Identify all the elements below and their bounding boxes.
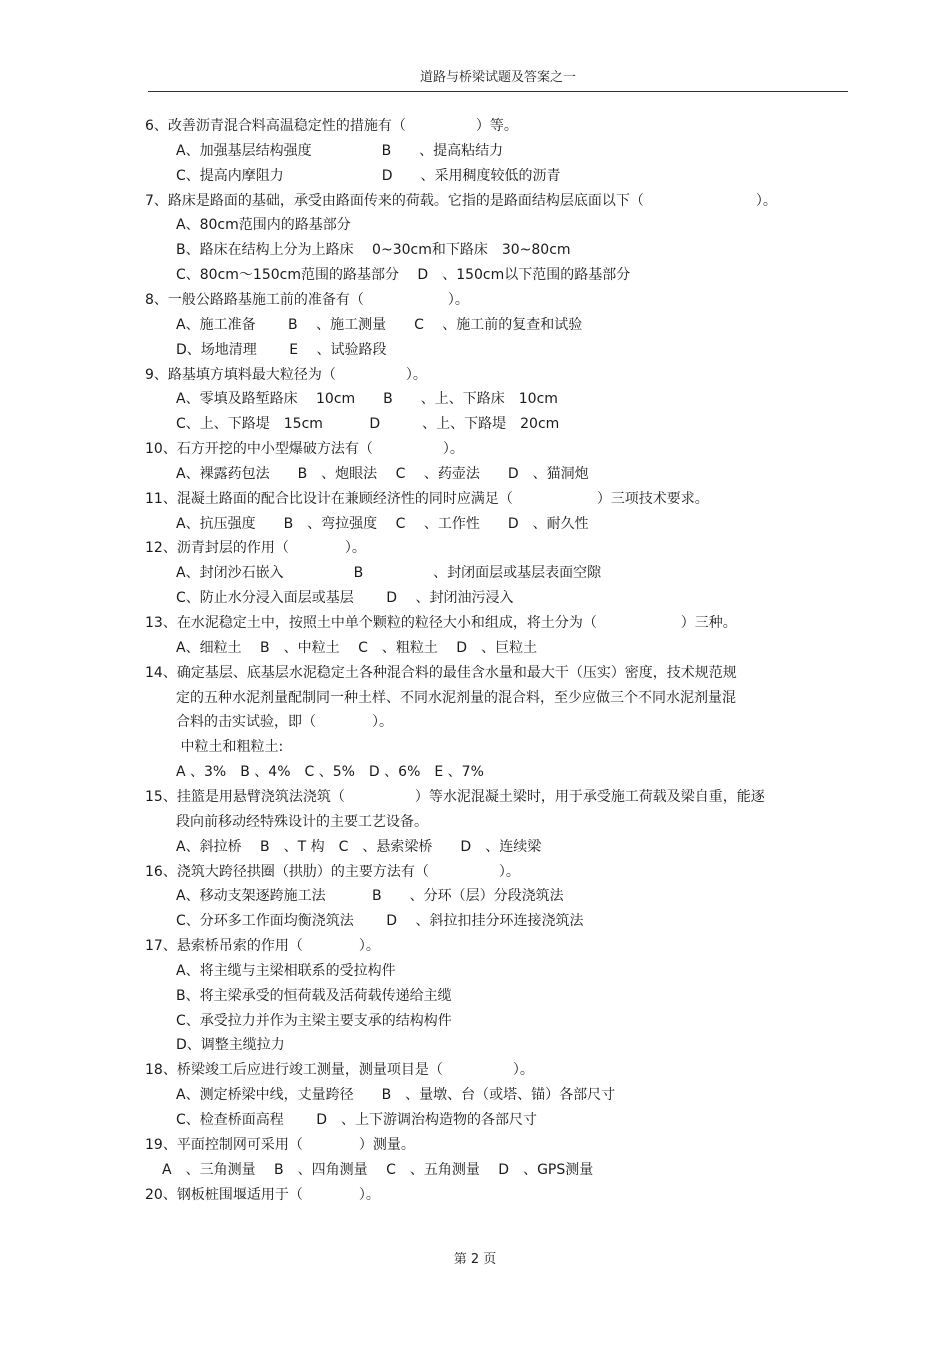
- page-header-title: 道路与桥梁试题及答案之一: [419, 70, 576, 85]
- answer-options: A、测定桥梁中线，丈量跨径 B 、量墩、台（或塔、锚）各部尺寸: [176, 1087, 616, 1104]
- question-text: 11、混凝土路面的配合比设计在兼顾经济性的同时应满足（ ）三项技术要求。: [145, 490, 709, 507]
- header-rule: [148, 91, 848, 92]
- answer-options: A、零填及路堑路床 10cm B 、上、下路床 10cm: [176, 391, 558, 408]
- question-text: 19、平面控制网可采用（ ）测量。: [145, 1136, 415, 1153]
- answer-options: C、上、下路堤 15cm D 、上、下路堤 20cm: [176, 416, 560, 433]
- question-continuation: 定的五种水泥剂量配制同一种土样、不同水泥剂量的混合料，至少应做三个不同水泥剂量混: [176, 689, 736, 706]
- question-continuation: 合料的击实试验，即（ ）。: [176, 714, 393, 731]
- answer-options: A、施工准备 B 、施工测量 C 、施工前的复查和试验: [176, 316, 583, 333]
- answer-options: A、80cm范围内的路基部分: [176, 217, 351, 234]
- question-continuation: 段向前移动经特殊设计的主要工艺设备。: [176, 813, 428, 830]
- question-text: 17、悬索桥吊索的作用（ ）。: [145, 938, 380, 955]
- answer-options: A、封闭沙石嵌入 B 、封闭面层或基层表面空隙: [176, 565, 602, 582]
- question-text: 7、路床是路面的基础，承受由路面传来的荷载。它指的是路面结构层底面以下（ ）。: [145, 192, 777, 209]
- question-text: 14、确定基层、底基层水泥稳定土各种混合料的最佳含水量和最大干（压实）密度，技术规范规: [145, 664, 737, 681]
- question-text: 12、沥青封层的作用（ ）。: [145, 540, 366, 557]
- answer-options: A 、3% B 、4% C 、5% D 、6% E 、7%: [176, 764, 484, 781]
- question-text: 20、钢板桩围堰适用于（ ）。: [145, 1186, 380, 1203]
- answer-options: A、移动支架逐跨施工法 B 、分环（层）分段浇筑法: [176, 888, 564, 905]
- question-text: 16、浇筑大跨径拱圈（拱肋）的主要方法有（ ）。: [145, 863, 520, 880]
- answer-options: A 、三角测量 B 、四角测量 C 、五角测量 D 、GPS测量: [162, 1161, 594, 1178]
- question-text: 6、改善沥青混合料高温稳定性的措施有（ ）等。: [145, 118, 518, 134]
- question-text: 9、路基填方填料最大粒径为（ ）。: [145, 366, 427, 383]
- answer-options: D、调整主缆拉力: [176, 1037, 285, 1054]
- answer-options: C、分环多工作面均衡浇筑法 D 、斜拉扣挂分环连接浇筑法: [176, 913, 584, 930]
- answer-options: A、裸露药包法 B 、炮眼法 C 、药壶法 D 、猫洞炮: [176, 465, 589, 482]
- answer-options: A、细粒土 B 、中粒土 C 、粗粒土 D 、巨粒土: [176, 639, 538, 656]
- answer-options: C、80cm～150cm范围的路基部分 D 、150cm以下范围的路基部分: [176, 267, 631, 284]
- question-text: 13、在水泥稳定土中，按照土中单个颗粒的粒径大小和组成，将土分为（ ）三种。: [145, 615, 737, 631]
- question-continuation: 中粒土和粗粒土:: [176, 739, 284, 756]
- answer-options: A、抗压强度 B 、弯拉强度 C 、工作性 D 、耐久性: [176, 515, 589, 532]
- question-text: 8、一般公路路基施工前的准备有（ ）。: [145, 291, 469, 308]
- answer-options: A、斜拉桥 B 、T 构 C 、悬索梁桥 D 、连续梁: [176, 838, 542, 855]
- answer-options: C、承受拉力并作为主梁主要支承的结构构件: [176, 1012, 452, 1029]
- question-text: 15、挂篮是用悬臂浇筑法浇筑（ ）等水泥混凝土梁时，用于承受施工荷载及梁自重，能逐: [145, 788, 765, 805]
- question-text: 10、石方开挖的中小型爆破方法有（ ）。: [145, 441, 464, 458]
- answer-options: A、将主缆与主梁相联系的受拉构件: [176, 962, 396, 979]
- answer-options: C、检查桥面高程 D 、上下游调治构造物的各部尺寸: [176, 1112, 538, 1128]
- answer-options: C、防止水分浸入面层或基层 D 、封闭油污浸入: [176, 590, 514, 607]
- answer-options: B、将主梁承受的恒荷载及活荷载传递给主缆: [176, 987, 452, 1004]
- answer-options: A、加强基层结构强度 B 、提高粘结力: [176, 142, 504, 159]
- answer-options: C、提高内摩阻力 D 、采用稠度较低的沥青: [176, 167, 561, 184]
- question-text: 18、桥梁竣工后应进行竣工测量，测量项目是（ ）。: [145, 1062, 534, 1079]
- answer-options: D、场地清理 E 、试验路段: [176, 341, 387, 358]
- answer-options: B、路床在结构上分为上路床 0~30cm和下路床 30~80cm: [176, 242, 571, 259]
- page-number: 第 2 页: [453, 1252, 497, 1267]
